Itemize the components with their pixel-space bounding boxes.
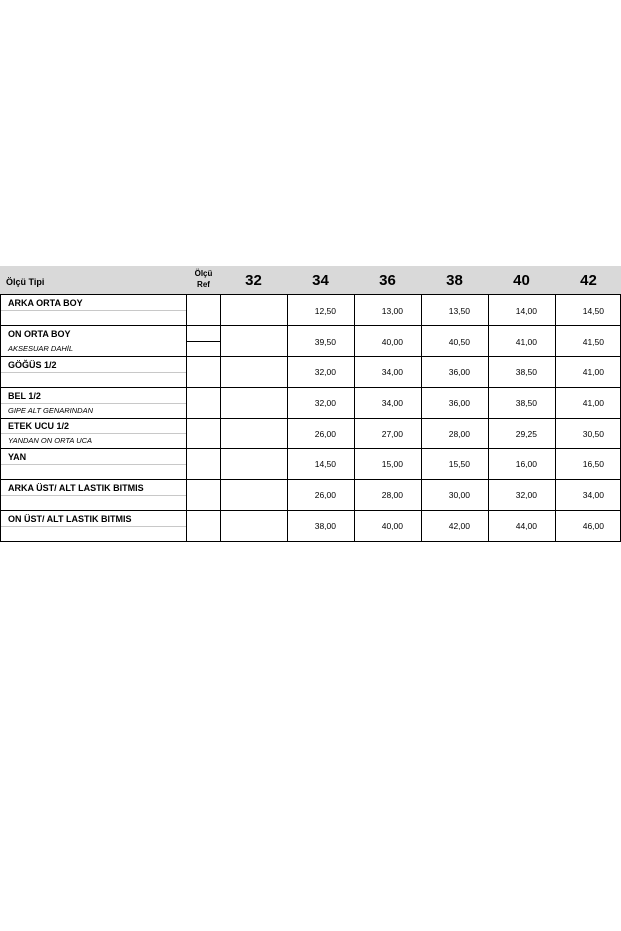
grid-line [0, 387, 621, 388]
row-2-value-38: 40,50 [448, 337, 470, 347]
row-7-value-38: 30,00 [448, 490, 470, 500]
row-7-name: ARKA ÜST/ ALT LASTIK BITMIS [8, 483, 144, 493]
row-4-sub: GIPE ALT GENARINDAN [8, 406, 94, 415]
row-5-name: ETEK UCU 1/2 [8, 421, 70, 431]
grid-line [0, 294, 621, 295]
row-8-value-36: 40,00 [381, 521, 403, 531]
size-header-42: 42 [580, 272, 597, 289]
row-6-value-36: 15,00 [381, 459, 403, 469]
size-header-34: 34 [312, 272, 329, 289]
grid-line [354, 294, 355, 542]
row-1-value-38: 13,50 [448, 306, 470, 316]
grid-line [186, 294, 187, 542]
row-4-name: BEL 1/2 [8, 391, 41, 401]
grid-subline [0, 495, 186, 496]
grid-line [0, 356, 621, 357]
row-8-value-42: 46,00 [582, 521, 604, 531]
row-1-value-34: 12,50 [314, 306, 336, 316]
grid-line [0, 418, 621, 419]
row-8-value-34: 38,00 [314, 521, 336, 531]
measure-type-header: Ölçü Tipi [6, 277, 45, 287]
grid-line [220, 294, 221, 542]
row-2-value-34: 39,50 [314, 337, 336, 347]
grid-line [0, 448, 621, 449]
grid-subline [0, 433, 186, 434]
row-5-value-34: 26,00 [314, 429, 336, 439]
grid-line [555, 294, 556, 542]
row-3-value-34: 32,00 [314, 367, 336, 377]
row-5-value-40: 29,25 [515, 429, 537, 439]
grid-subline [0, 526, 186, 527]
row-7-value-42: 34,00 [582, 490, 604, 500]
grid-line [421, 294, 422, 542]
row-7-value-34: 26,00 [314, 490, 336, 500]
row-7-value-36: 28,00 [381, 490, 403, 500]
grid-subline [0, 310, 186, 311]
row-6-value-42: 16,50 [582, 459, 604, 469]
row-5-value-36: 27,00 [381, 429, 403, 439]
grid-line [488, 294, 489, 542]
grid-line [0, 294, 1, 542]
grid-subline [0, 372, 186, 373]
row-1-value-36: 13,00 [381, 306, 403, 316]
row-2-name: ON ORTA BOY [8, 329, 71, 339]
row-4-value-42: 41,00 [582, 398, 604, 408]
row-3-value-38: 36,00 [448, 367, 470, 377]
grid-line [0, 325, 621, 326]
row-7-value-40: 32,00 [515, 490, 537, 500]
row-5-sub: YANDAN ON ORTA UCA [8, 436, 93, 445]
row-6-value-34: 14,50 [314, 459, 336, 469]
row-4-value-38: 36,00 [448, 398, 470, 408]
row-1-value-40: 14,00 [515, 306, 537, 316]
grid-subline [0, 464, 186, 465]
size-header-40: 40 [513, 272, 530, 289]
row-5-value-42: 30,50 [582, 429, 604, 439]
row-2-value-42: 41,50 [582, 337, 604, 347]
row-3-name: GÖĞÜS 1/2 [8, 360, 57, 370]
row-8-value-40: 44,00 [515, 521, 537, 531]
row-1-value-42: 14,50 [582, 306, 604, 316]
ref-header-line2: Ref [197, 280, 210, 289]
row-6-value-40: 16,00 [515, 459, 537, 469]
row-3-value-36: 34,00 [381, 367, 403, 377]
row-3-value-42: 41,00 [582, 367, 604, 377]
row-8-value-38: 42,00 [448, 521, 470, 531]
row-4-value-34: 32,00 [314, 398, 336, 408]
grid-line [0, 479, 621, 480]
row-6-value-38: 15,50 [448, 459, 470, 469]
size-header-32: 32 [245, 272, 262, 289]
size-chart-table [0, 266, 621, 542]
grid-subline [186, 341, 220, 342]
row-4-value-40: 38,50 [515, 398, 537, 408]
size-header-36: 36 [379, 272, 396, 289]
row-2-value-40: 41,00 [515, 337, 537, 347]
row-1-name: ARKA ORTA BOY [8, 298, 83, 308]
row-4-value-36: 34,00 [381, 398, 403, 408]
size-header-38: 38 [446, 272, 463, 289]
grid-line [0, 541, 621, 542]
grid-line [287, 294, 288, 542]
row-2-value-36: 40,00 [381, 337, 403, 347]
row-8-name: ON ÜST/ ALT LASTIK BITMIS [8, 514, 132, 524]
grid-subline [0, 403, 186, 404]
row-5-value-38: 28,00 [448, 429, 470, 439]
row-6-name: YAN [8, 452, 27, 462]
ref-header-line1: Ölçü [194, 269, 213, 278]
row-2-sub: AKSESUAR DAHİL [8, 344, 74, 353]
grid-line [0, 510, 621, 511]
row-3-value-40: 38,50 [515, 367, 537, 377]
